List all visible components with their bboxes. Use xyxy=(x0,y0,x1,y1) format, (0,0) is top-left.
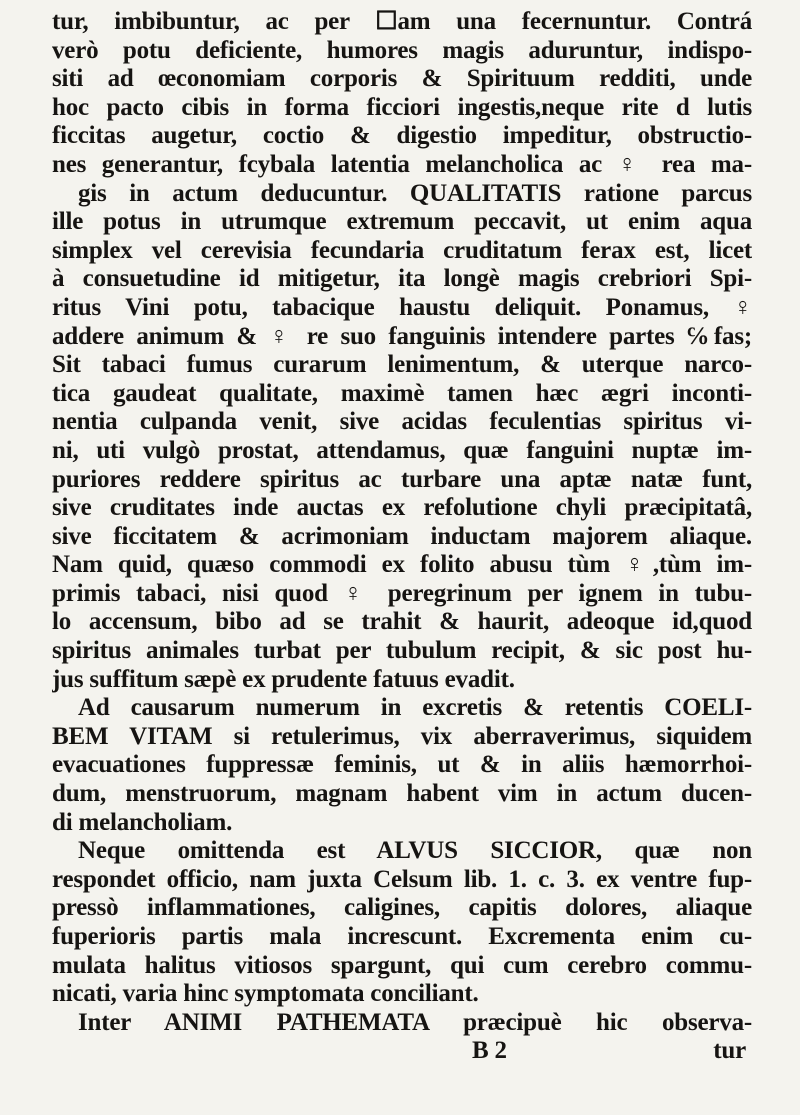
text-line: simplex vel cerevisia fecundaria cruditatum ferax est, licet xyxy=(52,236,752,264)
text-line: ille potus in utrumque extremum peccavit, ut enim aqua xyxy=(52,208,752,236)
text-line: respondet officio, nam juxta Celsum lib. 1. c. 3. ex ventre fup- xyxy=(52,865,752,893)
text-line: puriores reddere spiritus ac turbare una aptæ natæ funt, xyxy=(52,465,752,493)
text-line: siti ad œconomiam corporis & Spirituum redditi, unde xyxy=(52,65,752,93)
text-line: gis in actum deducuntur. QUALITATIS ratione parcus xyxy=(78,179,752,207)
signature-mark: B 2 xyxy=(472,1037,507,1065)
text-line: Nam quid, quæso commodi ex folito abusu tùm ♀,tùm im- xyxy=(52,551,752,579)
text-line: nicati, varia hinc symptomata conciliant. xyxy=(52,980,479,1008)
text-line: primis tabaci, nisi quod ♀ peregrinum per ignem in tubu- xyxy=(52,579,752,607)
text-line: sive cruditates inde auctas ex refolutione chyli præcipitatâ, xyxy=(52,494,752,522)
text-line: tur, imbibuntur, ac per ☐am una fecernuntur. Contrá xyxy=(52,8,752,35)
catchword: tur xyxy=(713,1037,746,1065)
text-line: dum, menstruorum, magnam habent vim in actum ducen- xyxy=(52,780,752,808)
text-line: hoc pacto cibis in forma ficciori ingestis,neque rite d lutis xyxy=(52,93,752,121)
text-line: spiritus animales turbat per tubulum recipit, & sic post hu- xyxy=(52,637,752,665)
text-line: à consuetudine id mitigetur, ita longè magis crebriori Spi- xyxy=(52,265,752,293)
text-line: jus suffitum sæpè ex prudente fatuus evadit. xyxy=(52,665,515,693)
text-line: ritus Vini potu, tabacique haustu deliquit. Ponamus, ♀ xyxy=(52,293,752,321)
text-line: evacuationes fuppressæ feminis, ut & in aliis hæmorrhoi- xyxy=(52,751,752,779)
text-line: fuperioris partis mala increscunt. Excrementa enim cu- xyxy=(52,923,752,950)
text-line: lo accensum, bibo ad se trahit & haurit, adeoque id,quod xyxy=(52,608,752,636)
text-line: tica gaudeat qualitate, maximè tamen hæc ægri inconti- xyxy=(52,379,752,407)
text-line: sive ficcitatem & acrimoniam inductam majorem aliaque. xyxy=(52,522,752,550)
text-line: Ad causarum numerum in excretis & retentis COELI- xyxy=(78,694,752,722)
text-line: addere animum & ♀ re suo fanguinis intendere partes ℅fas; xyxy=(52,322,752,350)
text-line: Sit tabaci fumus curarum lenimentum, & uterque narco- xyxy=(52,351,752,379)
text-line: di melancholiam. xyxy=(52,808,233,836)
text-line: ficcitas augetur, coctio & digestio impeditur, obstructio- xyxy=(52,122,752,150)
text-line: ni, uti vulgò prostat, attendamus, quæ fanguini nuptæ im- xyxy=(52,436,752,464)
text-line: pressò inflammationes, caligines, capitis dolores, aliaque xyxy=(52,894,752,922)
text-line: Neque omittenda est ALVUS SICCIOR, quæ non xyxy=(78,837,752,865)
text-line: BEM VITAM si retulerimus, vix aberraverimus, siquidem xyxy=(52,722,752,750)
latin-text-body xyxy=(52,8,752,1066)
text-line: verò potu deficiente, humores magis aduruntur, indispo- xyxy=(52,36,752,64)
page-footer xyxy=(52,1037,752,1066)
text-line: mulata halitus vitiosos spargunt, qui cum cerebro commu- xyxy=(52,951,752,979)
text-line: Inter ANIMI PATHEMATA præcipuè hic observa- xyxy=(78,1008,752,1036)
text-line: nes generantur, fcybala latentia melancholica ac ♀ rea ma- xyxy=(52,150,752,178)
text-line: nentia culpanda venit, sive acidas feculentias spiritus vi- xyxy=(52,408,752,436)
